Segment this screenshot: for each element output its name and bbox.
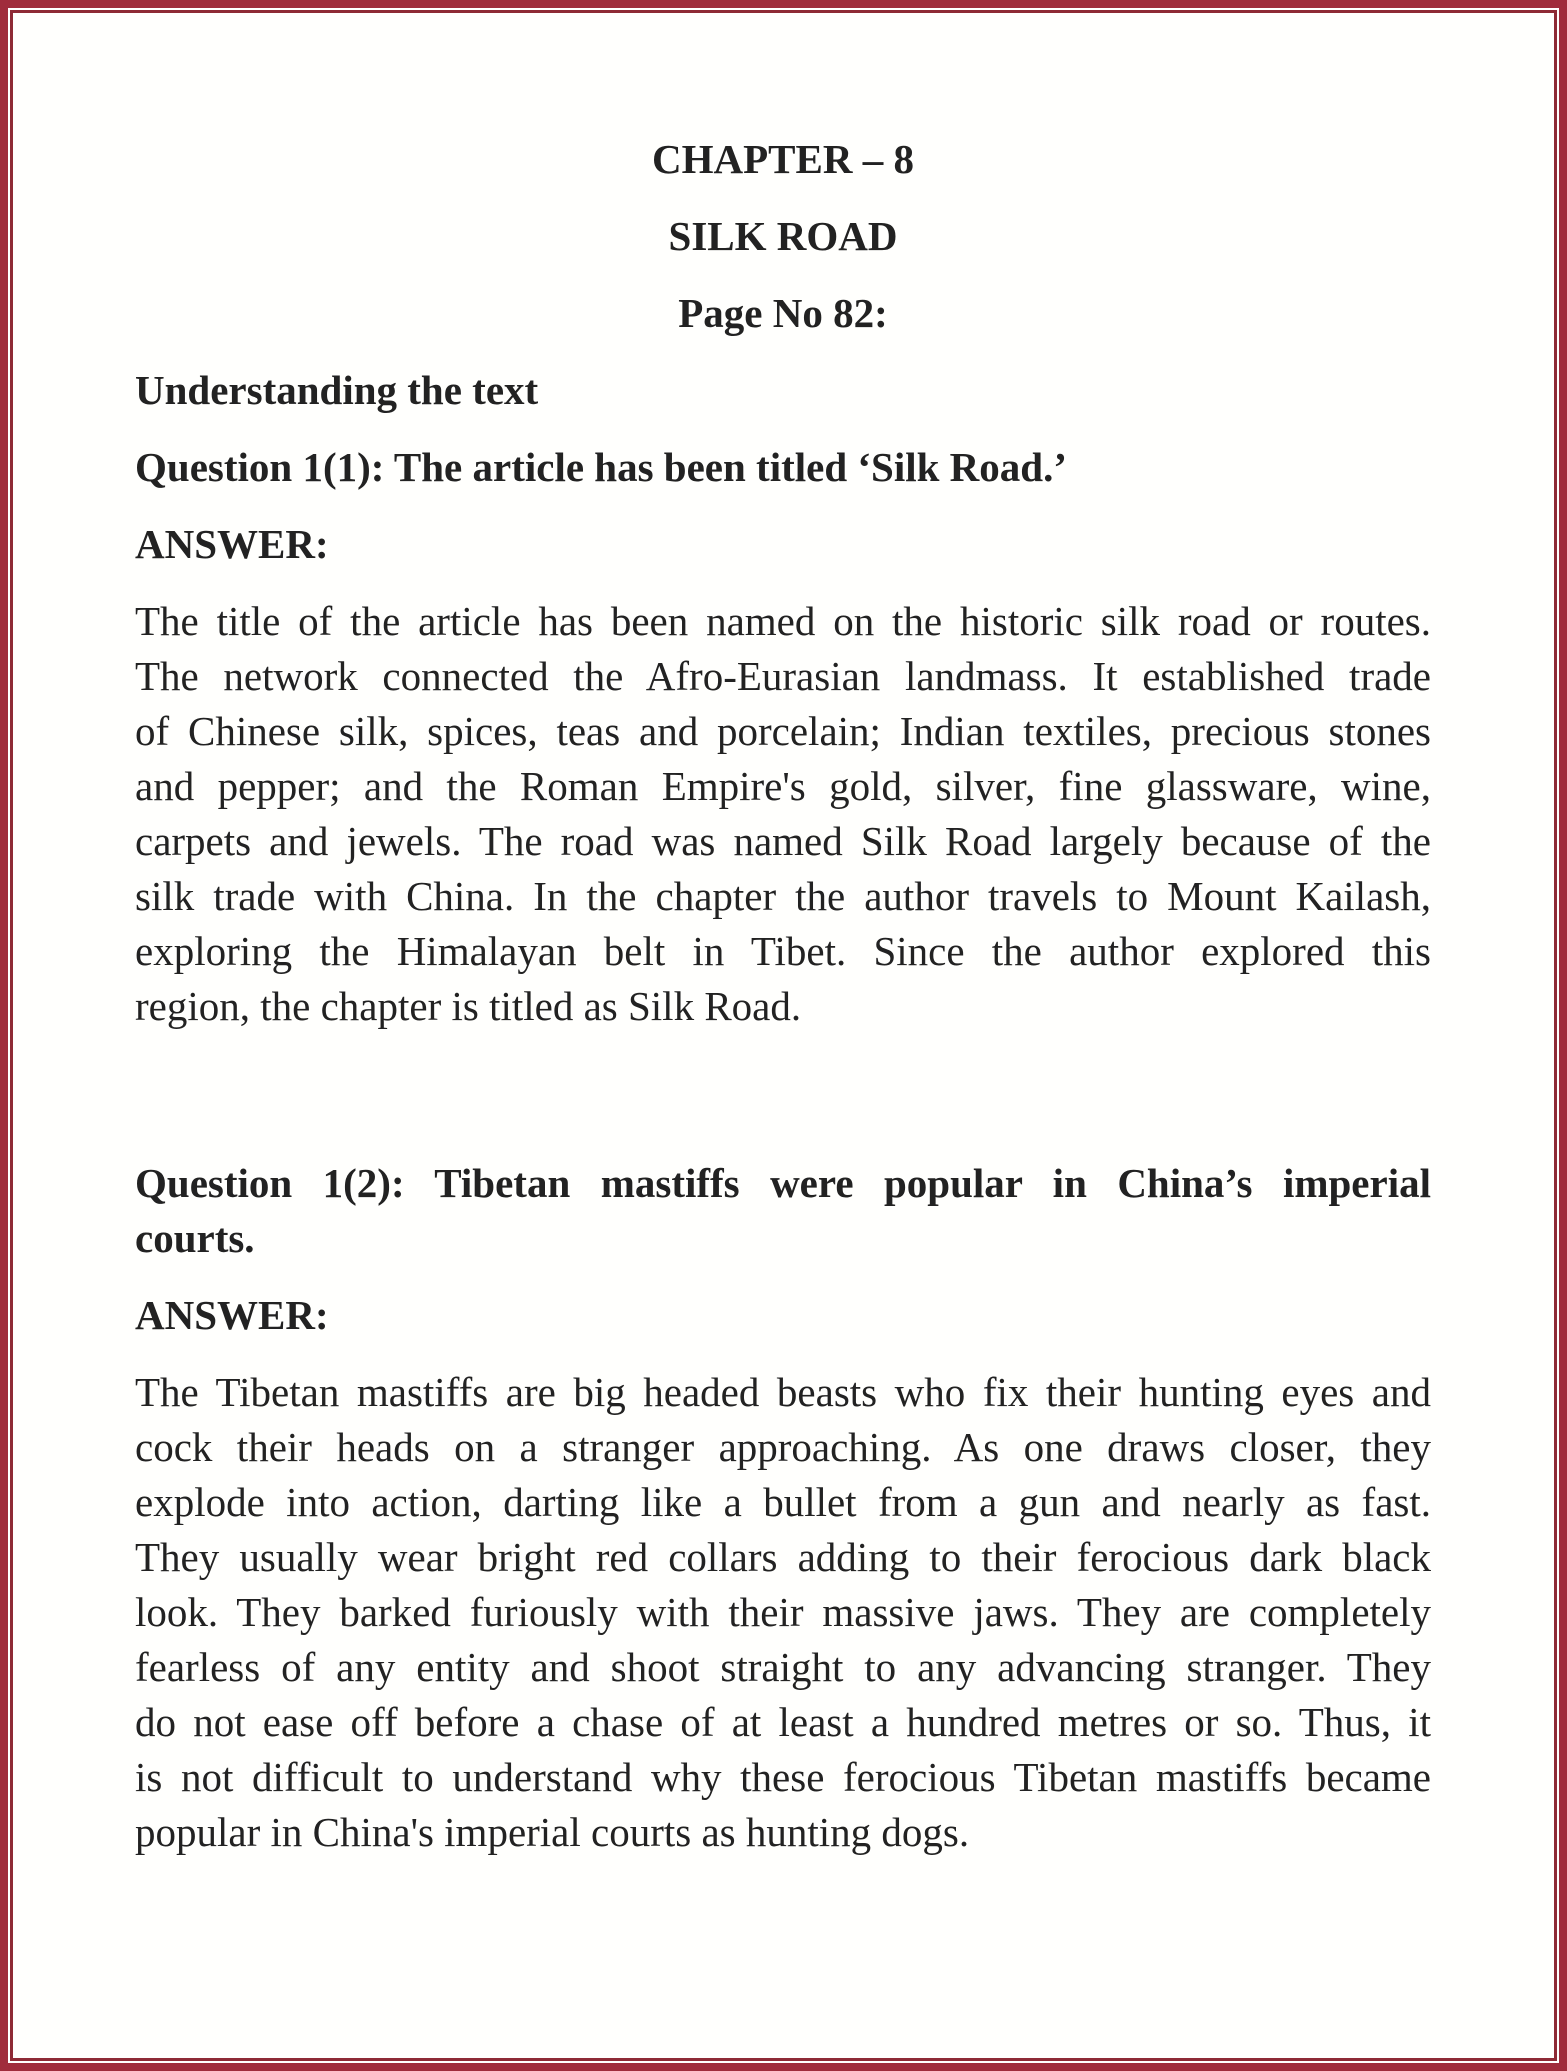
page-number: Page No 82: — [678, 290, 888, 336]
text-line: carpets and jewels. The road was named Silk Road largely because of the — [135, 818, 1431, 864]
question-1-2 — [135, 1156, 1431, 1266]
text-line: do not ease off before a chase of at least a hundred metres or so. Thus, it — [135, 1699, 1431, 1745]
question-line: Question 1(2): Tibetan mastiffs were popular in China’s imperial — [135, 1160, 1431, 1206]
answer-2-paragraph — [135, 1365, 1431, 1860]
text-line: fearless of any entity and shoot straight to any advancing stranger. They — [135, 1644, 1431, 1690]
text-line: exploring the Himalayan belt in Tibet. Since the author explored this — [135, 928, 1431, 974]
answer-label-1: ANSWER: — [135, 521, 329, 567]
text-line: silk trade with China. In the chapter the author travels to Mount Kailash, — [135, 873, 1431, 919]
text-line: region, the chapter is titled as Silk Road. — [135, 983, 802, 1029]
document-body — [135, 132, 1431, 1882]
text-line: popular in China's imperial courts as hunting dogs. — [135, 1809, 970, 1855]
text-line: They usually wear bright red collars adding to their ferocious dark black — [135, 1534, 1431, 1580]
chapter-number: CHAPTER – 8 — [652, 136, 914, 182]
text-line: and pepper; and the Roman Empire's gold, silver, fine glassware, wine, — [135, 763, 1431, 809]
chapter-title: SILK ROAD — [668, 213, 898, 259]
answer-label-2: ANSWER: — [135, 1292, 329, 1338]
text-line: is not difficult to understand why these ferocious Tibetan mastiffs became — [135, 1754, 1431, 1800]
text-line: look. They barked furiously with their massive jaws. They are completely — [135, 1589, 1431, 1635]
answer-1-paragraph — [135, 594, 1431, 1034]
text-line: explode into action, darting like a bullet from a gun and nearly as fast. — [135, 1479, 1431, 1525]
text-line: The network connected the Afro-Eurasian landmass. It established trade — [135, 653, 1431, 699]
text-line: cock their heads on a stranger approaching. As one draws closer, they — [135, 1424, 1431, 1470]
question-1-1: Question 1(1): The article has been titled ‘Silk Road.’ — [135, 444, 1067, 490]
text-line: The Tibetan mastiffs are big headed beasts who fix their hunting eyes and — [135, 1369, 1431, 1415]
question-line: courts. — [135, 1215, 255, 1261]
section-heading: Understanding the text — [135, 367, 539, 413]
text-line: of Chinese silk, spices, teas and porcelain; Indian textiles, precious stones — [135, 708, 1431, 754]
text-line: The title of the article has been named on the historic silk road or routes. — [135, 598, 1431, 644]
